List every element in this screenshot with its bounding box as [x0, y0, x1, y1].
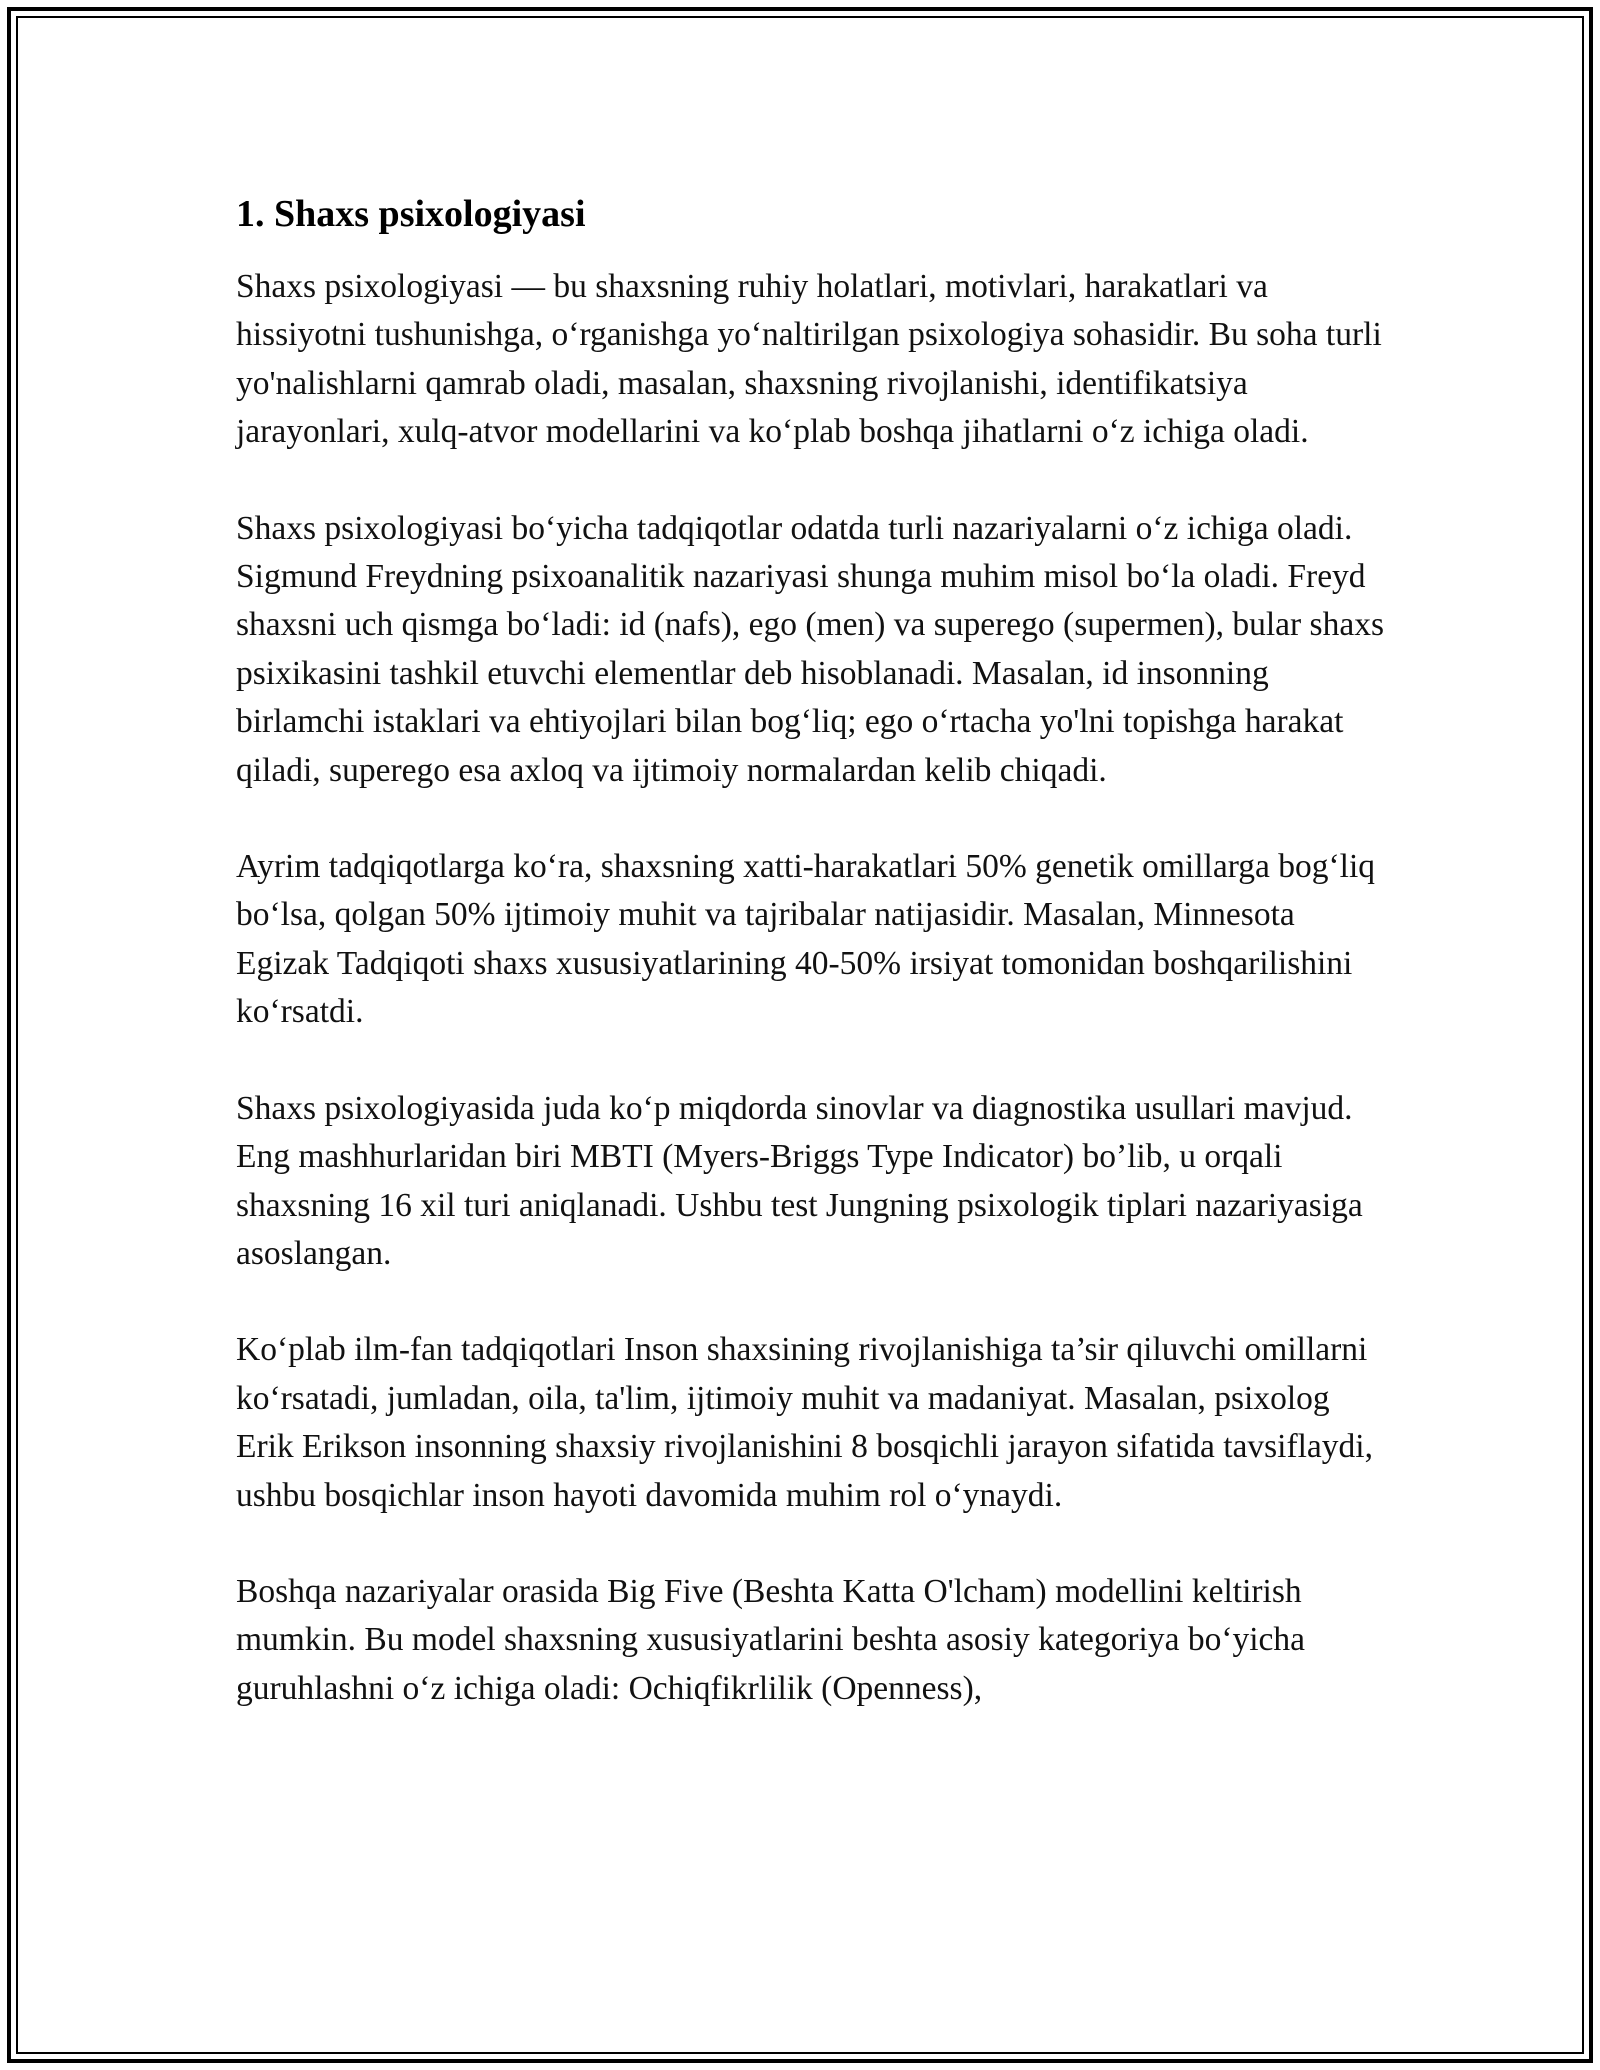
paragraph-mbti: Shaxs psixologiyasida juda koʻp miqdorda sinovlar va diagnostika usullari mavjud. Eng mashhurlaridan biri MBTI (Myers-Briggs Type Indicator) bo’lib, u orqali shaxsning 16 xil turi aniqlanadi. Ushbu test Jungning psixologik tiplari nazariyasiga asoslangan.: [236, 1089, 1363, 1272]
paragraph-erikson: Koʻplab ilm-fan tadqiqotlari Inson shaxsining rivojlanishiga ta’sir qiluvchi omillarni koʻrsatadi, jumladan, oila, ta'lim, ijtimoiy muhit va madaniyat. Masalan, psixolog Erik Erikson insonning shaxsiy rivojlanishini 8 bosqichli jarayon sifatida tavsiflaydi, ushbu bosqichlar inson hayoti davomida muhim rol oʻynaydi.: [236, 1331, 1373, 1514]
document-body: [236, 185, 1386, 1761]
paragraph-definition: Shaxs psixologiyasi — bu shaxsning ruhiy holatlari, motivlari, harakatlari va hissiyotni tushunishga, oʻrganishga yoʻnaltirilgan psixologiya sohasidir. Bu soha turli yo'nalishlarni qamrab oladi, masalan, shaxsning rivojlanishi, identifikatsiya jarayonlari, xulq-atvor modellarini va koʻplab boshqa jihatlarni oʻz ichiga oladi.: [236, 268, 1382, 451]
paragraph-genetics: Ayrim tadqiqotlarga koʻra, shaxsning xatti-harakatlari 50% genetik omillarga bogʻliq boʻlsa, qolgan 50% ijtimoiy muhit va tajribalar natijasidir. Masalan, Minnesota Egizak Tadqiqoti shaxs xususiyatlarining 40-50% irsiyat tomonidan boshqarilishini koʻrsatdi.: [236, 848, 1376, 1031]
paragraph-big-five: Boshqa nazariyalar orasida Big Five (Beshta Katta O'lcham) modellini keltirish mumkin. Bu model shaxsning xususiyatlarini beshta asosiy kategoriya boʻyicha guruhlashni oʻz ichiga oladi: Ochiqfikrlilik (Openness),: [236, 1572, 1306, 1707]
paragraph-freud-theory: Shaxs psixologiyasi boʻyicha tadqiqotlar odatda turli nazariyalarni oʻz ichiga oladi. Sigmund Freydning psixoanalitik nazariyasi shunga muhim misol boʻla oladi. Freyd shaxsni uch qismga boʻladi: id (nafs), ego (men) va superego (supermen), bular shaxs psixikasini tashkil etuvchi elementlar deb hisoblanadi. Masalan, id insonning birlamchi istaklari va ehtiyojlari bilan bogʻliq; ego oʻrtacha yo'lni topishga harakat qiladi, superego esa axloq va ijtimoiy normalardan kelib chiqadi.: [236, 509, 1384, 789]
section-heading: 1. Shaxs psixologiyasi: [236, 193, 586, 235]
